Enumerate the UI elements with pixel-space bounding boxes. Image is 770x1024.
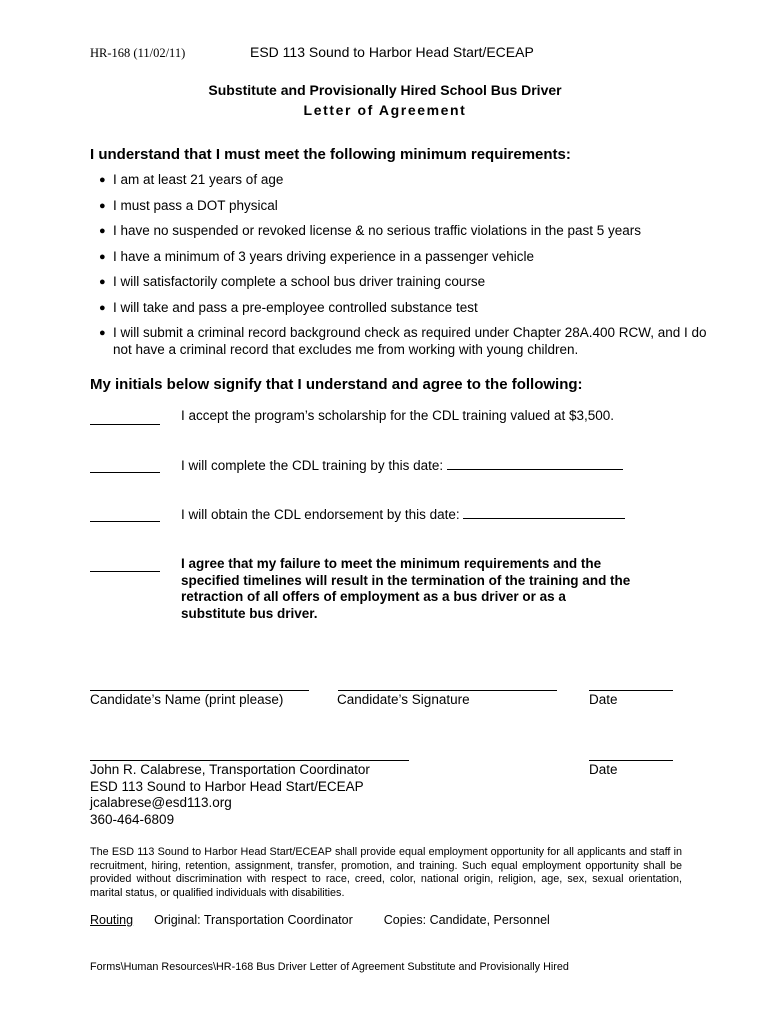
failure-clause-statement: I agree that my failure to meet the minimum requirements and the specified timelines will result in the termination of the training and the retraction of all offers of employment as a bus driver or as a substitute bus driver. — [181, 556, 631, 621]
routing-original: Original: Transportation Coordinator — [154, 913, 353, 927]
requirement-item — [99, 274, 709, 291]
footer-file-path: Forms\Human Resources\HR-168 Bus Driver Letter of Agreement Substitute and Provisionally Hired — [90, 961, 569, 973]
organization-header: ESD 113 Sound to Harbor Head Start/ECEAP — [250, 44, 534, 60]
requirement-item — [99, 223, 709, 240]
coordinator-organization: ESD 113 Sound to Harbor Head Start/ECEAP — [90, 778, 364, 794]
routing-copies: Copies: Candidate, Personnel — [383, 913, 550, 927]
initials-field-endorsement[interactable] — [90, 521, 160, 522]
requirement-text: I must pass a DOT physical — [113, 197, 278, 213]
candidate-name-field[interactable] — [90, 690, 309, 691]
form-number: HR-168 (11/02/11) — [90, 46, 186, 60]
requirement-text: I will satisfactorily complete a school bus driver training course — [113, 274, 486, 289]
bullet-icon: ● — [99, 250, 106, 263]
routing-line — [90, 913, 550, 927]
endorsement-date-label: I will obtain the CDL endorsement by this date: — [181, 507, 460, 522]
coordinator-email: jcalabrese@esd113.org — [90, 795, 232, 810]
bullet-icon: ● — [99, 276, 106, 288]
candidate-signature-label: Candidate’s Signature — [337, 692, 470, 707]
eeo-statement: The ESD 113 Sound to Harbor Head Start/ECEAP shall provide equal employment opportunity for all applicants and staff in recruitment, hiring, retention, assignment, transfer, promotion, and training. Such equal employment opportunity shall be provided without discrimination with respect to race, creed, color, national origin, religion, age, sex, sexual orientation, marital status, or qualified individuals with disabilities. — [90, 846, 682, 899]
bullet-icon: ● — [99, 199, 106, 212]
requirement-item — [99, 172, 709, 189]
bullet-icon: ● — [99, 225, 106, 237]
training-date-statement — [181, 457, 641, 475]
candidate-name-label: Candidate’s Name (print please) — [90, 692, 284, 707]
requirements-list — [99, 172, 709, 367]
endorsement-date-statement — [181, 506, 641, 524]
training-date-label: I will complete the CDL training by this date: — [181, 458, 444, 473]
endorsement-date-field[interactable] — [463, 506, 625, 519]
coordinator-date-label: Date — [589, 762, 618, 777]
bullet-icon: ● — [99, 301, 106, 314]
initials-heading: My initials below signify that I understand and agree to the following: — [90, 376, 583, 393]
requirement-text: I have a minimum of 3 years driving experience in a passenger vehicle — [113, 248, 534, 264]
routing-label: Routing — [90, 913, 134, 927]
requirement-text: I have no suspended or revoked license & no serious traffic violations in the past 5 years — [113, 223, 642, 238]
requirement-item — [99, 249, 709, 266]
document-title: Substitute and Provisionally Hired School Bus Driver — [208, 82, 562, 98]
training-date-field[interactable] — [447, 457, 623, 470]
requirement-item — [99, 325, 709, 358]
initials-field-scholarship[interactable] — [90, 424, 160, 425]
requirement-text: I will take and pass a pre-employee controlled substance test — [113, 299, 478, 315]
coordinator-signature-field[interactable] — [90, 760, 409, 761]
document-subtitle: Letter of Agreement — [303, 102, 467, 118]
coordinator-contact — [90, 762, 370, 828]
candidate-signature-field[interactable] — [338, 690, 557, 691]
requirements-heading: I understand that I must meet the following minimum requirements: — [90, 146, 571, 163]
coordinator-phone: 360-464-6809 — [90, 811, 175, 827]
requirement-text: I will submit a criminal record background check as required under Chapter 28A.400 RCW, and I do not have a criminal record that excludes me from working with young children. — [113, 325, 707, 357]
initials-field-training[interactable] — [90, 472, 160, 473]
requirement-item — [99, 300, 709, 317]
coordinator-name-title: John R. Calabrese, Transportation Coordinator — [90, 762, 370, 777]
requirement-item — [99, 198, 709, 215]
scholarship-statement: I accept the program’s scholarship for the CDL training valued at $3,500. — [181, 408, 614, 423]
initials-field-failure-clause[interactable] — [90, 571, 160, 572]
candidate-date-label: Date — [589, 692, 618, 707]
bullet-icon: ● — [99, 327, 106, 339]
bullet-icon: ● — [99, 174, 106, 186]
coordinator-date-field[interactable] — [589, 760, 673, 761]
candidate-date-field[interactable] — [589, 690, 673, 691]
requirement-text: I am at least 21 years of age — [113, 172, 284, 187]
